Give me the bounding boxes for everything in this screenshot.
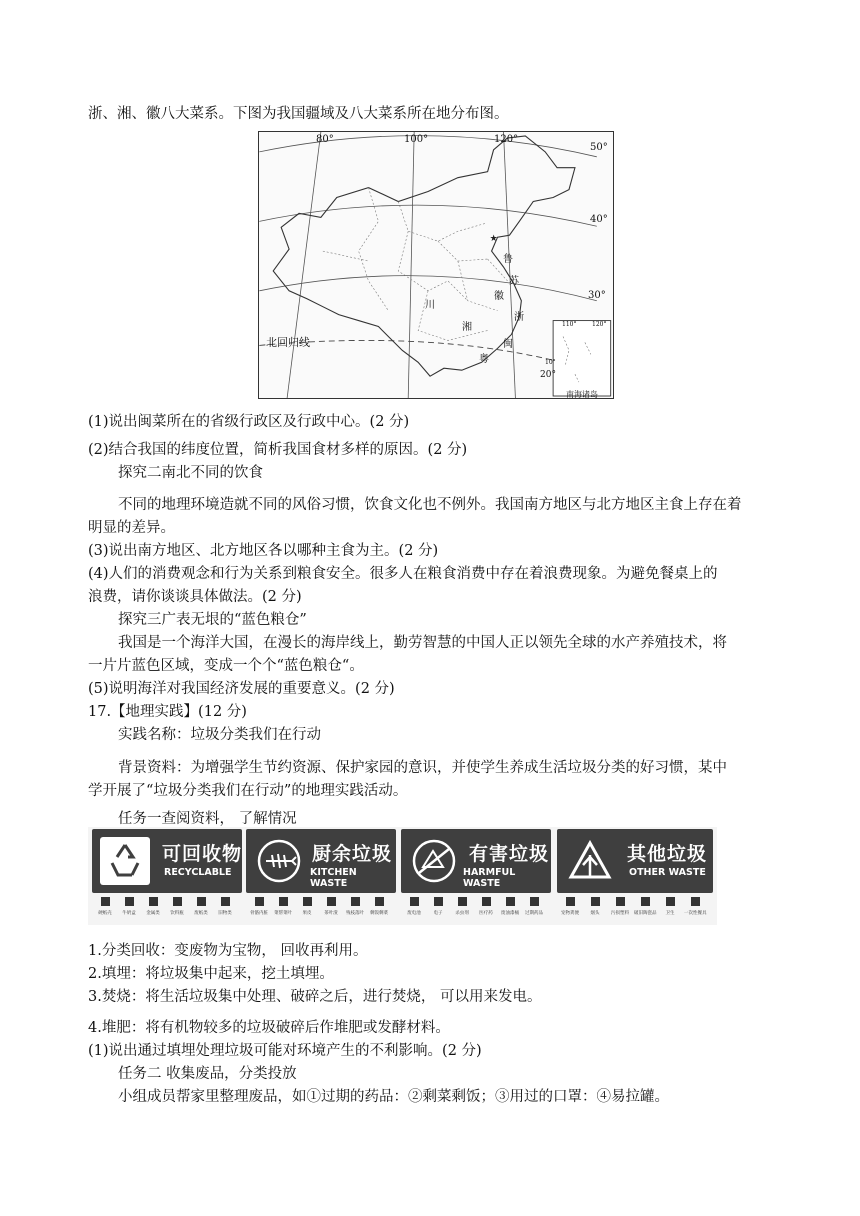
- inset-lon-110: 110°: [562, 321, 577, 328]
- lon-label-120: 120°: [494, 134, 519, 145]
- task-1-heading: 任务一查阅资料， 了解情况: [118, 811, 297, 827]
- bin-item: 果皮: [296, 897, 318, 916]
- bin-title-en: HARMFUL WASTE: [463, 867, 516, 889]
- sub-question-1: (1)说出通过填埋处理垃圾可能对环境产生的不利影响。(2 分): [88, 1043, 482, 1059]
- cuisine-label-yue: 粤: [479, 354, 489, 365]
- cuisine-label-xiang: 湘: [462, 322, 472, 333]
- inset-label: 南海诸岛: [566, 390, 598, 399]
- bin-item: 烟头: [584, 897, 606, 916]
- cuisine-label-min: 闽: [503, 339, 513, 350]
- inset-lon-120: 120°: [592, 321, 607, 328]
- intro-text: 浙、湘、徽八大菜系。下图为我国疆域及八大菜系所在地分布图。: [88, 106, 509, 122]
- bin-item: 旧物类: [214, 897, 236, 916]
- bin-item: 废油漆桶: [499, 897, 521, 916]
- bin-item: 硬纸壳: [94, 897, 116, 916]
- method-1: 1.分类回收：变废物为宝物， 回收再利用。: [88, 943, 368, 959]
- background-line-1: 背景资料：为增强学生节约资源、保护家园的意识，并使学生养成生活垃圾分类的好习惯，某中: [118, 760, 727, 776]
- question-5: (5)说明海洋对我国经济发展的重要意义。(2 分): [88, 681, 395, 697]
- explore-3-heading: 探究三广表无垠的“蓝色粮仓”: [118, 612, 307, 628]
- question-4-line-2: 浪费，请你谈谈具体做法。(2 分): [88, 589, 302, 605]
- bin-item: 菜帮菜叶: [272, 897, 294, 916]
- task-2-heading: 任务二 收集废品，分类投放: [118, 1066, 297, 1082]
- bin-item: 饮料瓶: [166, 897, 188, 916]
- cuisine-label-chuan: 川: [425, 300, 435, 311]
- inset-lat-10: 10°: [545, 359, 556, 366]
- bin-item: 宠物粪便: [559, 897, 581, 916]
- bin-item: 废电池: [403, 897, 425, 916]
- paragraph-3-line-1: 我国是一个海洋大国，在漫长的海岸线上，勤劳智慧的中国人正以领先全球的水产养殖技术，将: [118, 635, 727, 651]
- bin-item: 骨骼内脏: [248, 897, 270, 916]
- bin-title-cn: 有害垃圾: [469, 843, 550, 865]
- bin-item: 破旧陶瓷品: [634, 897, 656, 916]
- bin-item: 一次性餐具: [684, 897, 706, 916]
- bin-item: 牛奶盒: [118, 897, 140, 916]
- bin-item: 金属类: [142, 897, 164, 916]
- cuisine-label-su: 苏: [509, 276, 519, 287]
- tropic-label: 北回归线: [266, 336, 310, 349]
- svg-text:★: ★: [489, 234, 498, 245]
- bin-item: 电子: [427, 897, 449, 916]
- paragraph-2-line-1: 不同的地理环境造就不同的风俗习惯，饮食文化也不例外。我国南方地区与北方地区主食上存在着: [118, 497, 742, 513]
- cuisine-label-zhe: 浙: [514, 312, 524, 323]
- bin-kitchen: [246, 827, 396, 925]
- lat-label-30: 30°: [588, 290, 606, 301]
- triangle-icon: [565, 837, 615, 885]
- recycle-icon: [100, 837, 150, 885]
- bin-item: 医疗药: [475, 897, 497, 916]
- harmful-icon: [409, 837, 459, 885]
- practice-name: 实践名称：垃圾分类我们在行动: [118, 727, 321, 743]
- question-2: (2)结合我国的纬度位置，简析我国食材多样的原因。(2 分): [88, 442, 468, 458]
- bin-recyclable: [92, 827, 242, 925]
- lon-label-100: 100°: [404, 134, 429, 145]
- explore-2-heading: 探究二南北不同的饮食: [118, 465, 263, 481]
- paragraph-3-line-2: 一片片蓝色区域，变成一个个“蓝色粮仓“。: [88, 658, 364, 674]
- bin-item: 废纸类: [190, 897, 212, 916]
- method-2: 2.填埋：将垃圾集中起来，挖土填埋。: [88, 966, 334, 982]
- bin-item: 过期药品: [523, 897, 545, 916]
- question-17-heading: 17.【地理实践】(12 分): [88, 704, 247, 720]
- bin-title-en: KITCHEN WASTE: [310, 867, 357, 889]
- bin-item: 茶叶渣: [320, 897, 342, 916]
- lon-label-80: 80°: [316, 134, 334, 145]
- bin-title-en: OTHER WASTE: [629, 867, 706, 878]
- bin-item: 剩饭剩菜: [368, 897, 390, 916]
- cuisine-label-hui: 徽: [494, 291, 504, 302]
- china-map: [258, 131, 614, 399]
- fishbone-icon: [254, 837, 304, 885]
- bin-item: 杀虫剂: [451, 897, 473, 916]
- bin-item: 卫生: [659, 897, 681, 916]
- task-2-paragraph: 小组成员帮家里整理废品，如①过期的药品：②剩菜剩饭；③用过的口罩：④易拉罐。: [118, 1089, 669, 1105]
- cuisine-label-lu: 鲁: [503, 254, 513, 265]
- lat-label-40: 40°: [590, 214, 608, 225]
- method-4: 4.堆肥：将有机物较多的垃圾破碎后作堆肥或发酵材料。: [88, 1020, 450, 1036]
- question-1: (1)说出闽菜所在的省级行政区及行政中心。(2 分): [88, 414, 410, 430]
- bin-item: 污损塑料: [609, 897, 631, 916]
- bin-title-en: RECYCLABLE: [164, 867, 232, 878]
- lat-label-50: 50°: [590, 142, 608, 153]
- inset-lat-20: 20°: [540, 370, 556, 380]
- background-line-2: 学开展了“垃圾分类我们在行动”的地理实践活动。: [88, 783, 408, 799]
- question-3: (3)说出南方地区、北方地区各以哪种主食为主。(2 分): [88, 543, 439, 559]
- bin-item: 残枝落叶: [344, 897, 366, 916]
- waste-classification-banner: [88, 827, 717, 925]
- method-3: 3.焚烧：将生活垃圾集中处理、破碎之后，进行焚烧， 可以用来发电。: [88, 989, 542, 1005]
- bin-title-cn: 厨余垃圾: [312, 843, 393, 865]
- bin-other: [557, 827, 713, 925]
- bin-title-cn: 其他垃圾: [627, 843, 708, 865]
- paragraph-2-line-2: 明显的差异。: [88, 520, 175, 536]
- bin-title-cn: 可回收物: [162, 843, 243, 865]
- bin-harmful: [401, 827, 551, 925]
- question-4-line-1: (4)人们的消费观念和行为关系到粮食安全。很多人在粮食消费中存在着浪费现象。为避免餐桌上的: [88, 566, 718, 582]
